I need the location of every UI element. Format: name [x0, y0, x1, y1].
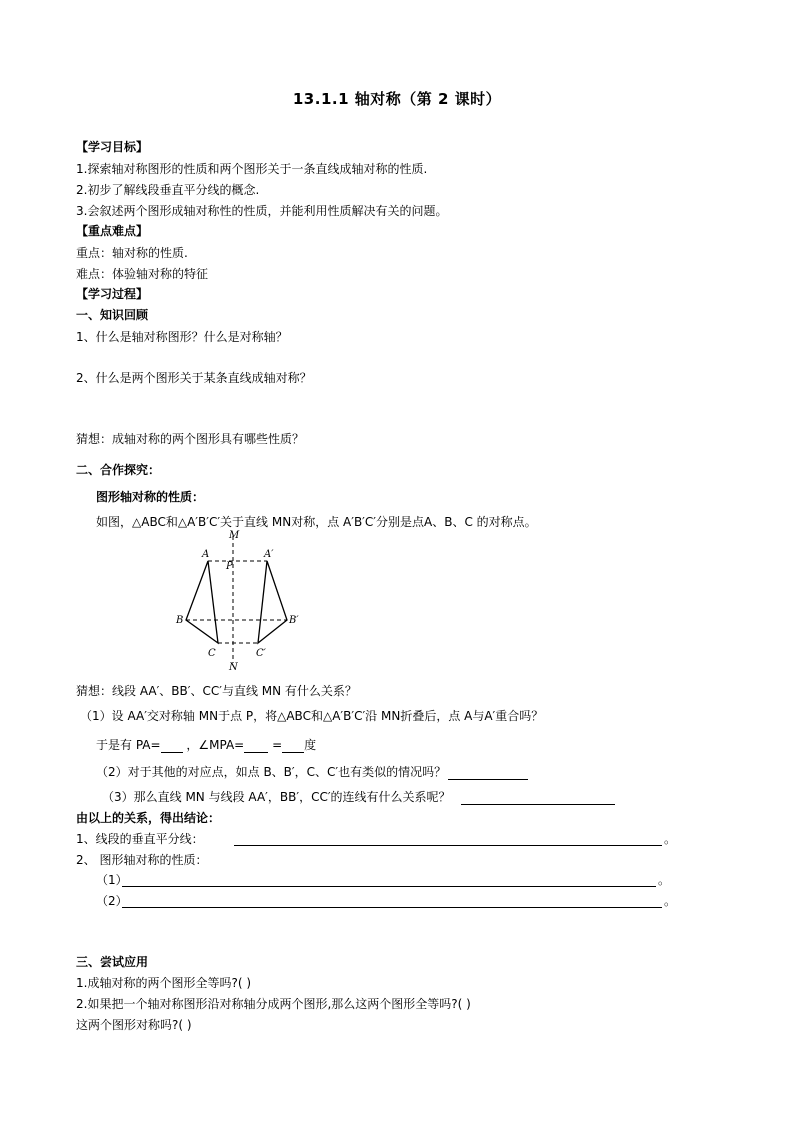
angle-label: ，∠MPA=	[186, 738, 245, 752]
question-2: 2、什么是两个图形关于某条直线成轴对称？	[76, 371, 312, 385]
conclusion-2-2-period: 。	[664, 894, 677, 908]
guess-2: 猜想：线段 AA′、BB′、CC′与直线 MN 有什么关系？	[76, 684, 357, 698]
degree-label: 度	[304, 738, 317, 752]
sub-question-1-blanks	[96, 737, 316, 753]
conclusion-2-2-blank[interactable]	[122, 907, 662, 908]
symmetry-figure	[172, 528, 302, 673]
label-a-prime: A′	[264, 549, 274, 560]
guess-1: 猜想：成轴对称的两个图形具有哪些性质？	[76, 432, 305, 446]
angle-blank-1[interactable]	[244, 740, 268, 753]
angle-blank-2[interactable]	[282, 740, 304, 753]
page-title: 13.1.1 轴对称（第 2 课时）	[292, 90, 502, 108]
property-heading: 图形轴对称的性质：	[96, 490, 205, 504]
process-heading: 【学习过程】	[76, 287, 149, 301]
goal-3: 3.会叙述两个图形成轴对称性的性质，并能利用性质解决有关的问题。	[76, 204, 448, 218]
sub-question-3-text: （3）那么直线 MN 与线段 AA′，BB′，CC′的连线有什么关系呢？	[102, 790, 451, 804]
conclusion-2: 2、 图形轴对称的性质：	[76, 853, 208, 867]
conclusion-2-1-blank[interactable]	[122, 886, 656, 887]
sub-question-3-blank[interactable]	[461, 792, 615, 805]
sub-question-1: （1）设 AA′交对称轴 MN于点 P，将△ABC和△A′B′C′沿 MN折叠后，点 A与A′重合吗？	[80, 709, 544, 723]
apply-question-1: 1.成轴对称的两个图形全等吗?( )	[76, 976, 251, 990]
apply-question-2: 2.如果把一个轴对称图形沿对称轴分成两个图形,那么这两个图形全等吗?( )	[76, 997, 471, 1011]
conclusion-1-blank[interactable]	[234, 845, 662, 846]
conclusion-2-1-label: （1）	[96, 873, 128, 887]
label-a: A	[202, 549, 210, 560]
label-b-prime: B′	[289, 615, 299, 626]
sub-question-2-text: （2）对于其他的对应点，如点 B、B′，C、C′也有类似的情况吗？	[96, 765, 447, 779]
conclusion-2-2-label: （2）	[96, 894, 128, 908]
conclusion-heading: 由以上的关系，得出结论：	[76, 811, 221, 825]
goals-heading: 【学习目标】	[76, 140, 149, 154]
sub-question-2	[96, 764, 528, 780]
symmetry-diagram	[172, 528, 302, 673]
label-c: C	[208, 648, 216, 659]
figure-intro: 如图，△ABC和△A′B′C′关于直线 MN对称，点 A′B′C′分别是点A、B、C 的对称点。	[96, 515, 537, 529]
pa-blank[interactable]	[161, 740, 183, 753]
sub-question-2-blank[interactable]	[448, 767, 528, 780]
label-c-prime: C′	[256, 648, 266, 659]
triangle-abc-prime	[258, 561, 287, 643]
review-heading: 一、知识回顾	[76, 308, 149, 322]
label-b: B	[176, 615, 184, 626]
goal-1: 1.探索轴对称图形的性质和两个图形关于一条直线成轴对称的性质.	[76, 162, 428, 176]
question-1: 1、什么是轴对称图形？什么是对称轴？	[76, 330, 288, 344]
apply-heading: 三、尝试应用	[76, 955, 149, 969]
conclusion-1-period: 。	[664, 832, 677, 846]
explore-heading: 二、合作探究：	[76, 463, 161, 477]
conclusion-1: 1、线段的垂直平分线：	[76, 832, 204, 846]
goal-2: 2.初步了解线段垂直平分线的概念.	[76, 183, 260, 197]
sub-question-3	[102, 789, 615, 805]
pa-label: 于是有 PA=	[96, 738, 161, 752]
key-point: 重点：轴对称的性质.	[76, 246, 188, 260]
triangle-abc	[186, 561, 218, 643]
apply-question-3: 这两个图形对称吗?( )	[76, 1018, 192, 1032]
key-heading: 【重点难点】	[76, 224, 149, 238]
conclusion-2-1-period: 。	[658, 873, 671, 887]
equals-label: =	[272, 738, 283, 752]
label-m: M	[229, 530, 240, 541]
label-n: N	[229, 662, 238, 673]
label-p: P	[226, 561, 233, 572]
difficult-point: 难点：体验轴对称的特征	[76, 267, 209, 281]
